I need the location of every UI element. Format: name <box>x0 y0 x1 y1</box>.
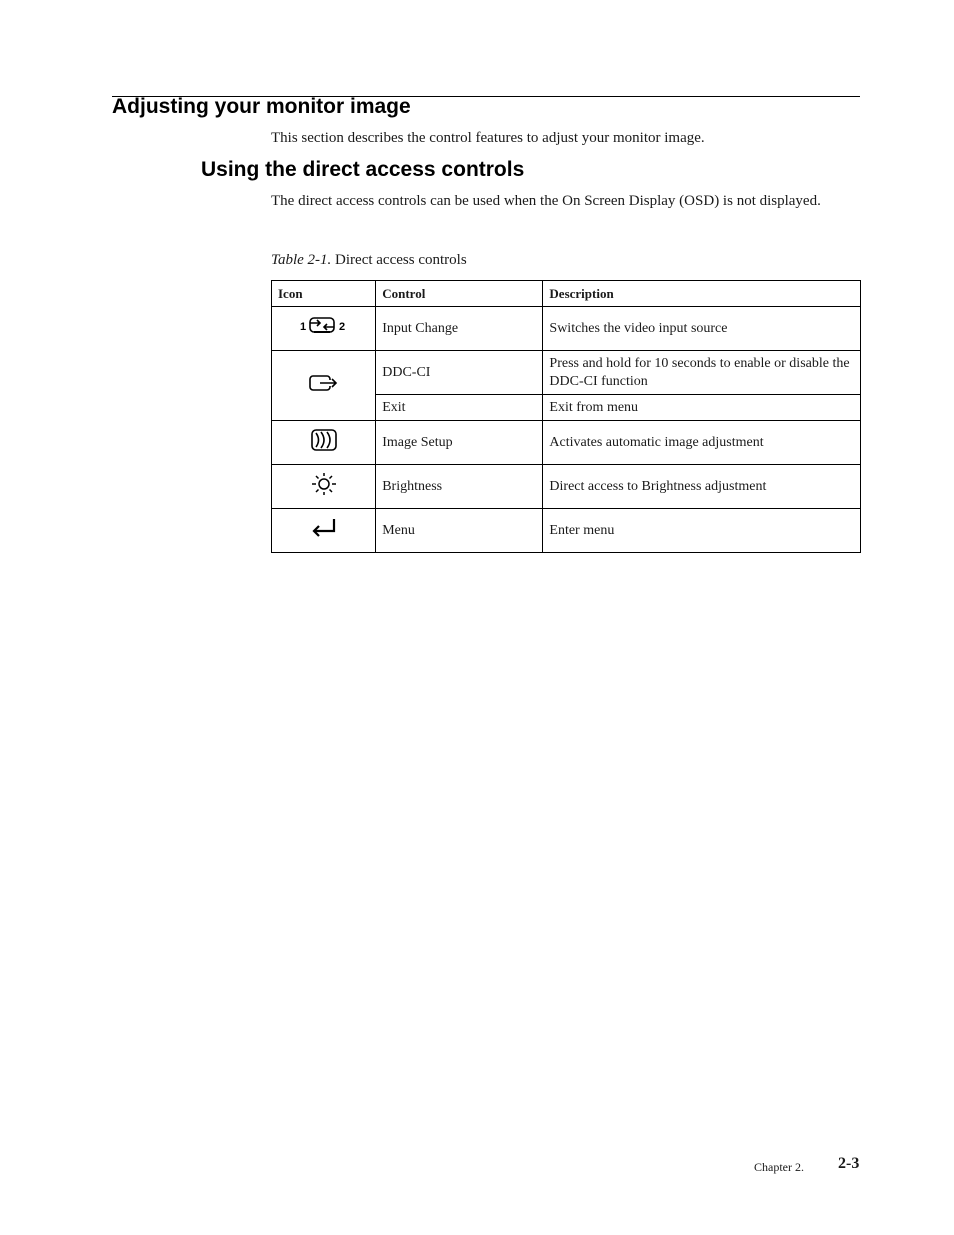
section-title: Adjusting your monitor image <box>112 95 411 118</box>
table-header-row <box>272 281 861 307</box>
section-intro: This section describes the control features to adjust your monitor image. <box>271 130 705 146</box>
icon-cell <box>272 307 376 351</box>
table-row <box>272 351 861 395</box>
page-number: 2-3 <box>838 1155 860 1172</box>
footer-chapter: Chapter 2. <box>754 1160 804 1174</box>
subsection-text: The direct access controls can be used when the On Screen Display (OSD) is not displayed. <box>271 193 821 209</box>
control-cell: Menu <box>376 509 543 553</box>
icon-cell <box>272 351 376 421</box>
subsection-title: Using the direct access controls <box>201 158 525 181</box>
description-cell: Activates automatic image adjustment <box>543 421 861 465</box>
table-row <box>272 307 861 351</box>
direct-access-table <box>271 280 861 553</box>
control-cell: DDC-CI <box>376 351 543 395</box>
icon-cell <box>272 421 376 465</box>
table-caption <box>271 251 467 269</box>
header-icon: Icon <box>272 281 376 307</box>
header-control: Control <box>376 281 543 307</box>
description-cell: Switches the video input source <box>543 307 861 351</box>
description-cell: Direct access to Brightness adjustment <box>543 465 861 509</box>
header-description: Description <box>543 281 861 307</box>
table-row <box>272 421 861 465</box>
input-change-icon <box>298 315 350 337</box>
image-setup-icon <box>309 428 339 452</box>
input-change-label-right: 2 <box>338 321 345 333</box>
exit-icon <box>307 372 341 394</box>
control-cell: Image Setup <box>376 421 543 465</box>
table-row <box>272 465 861 509</box>
control-cell: Input Change <box>376 307 543 351</box>
caption-text: Direct access controls <box>331 252 467 268</box>
icon-cell <box>272 465 376 509</box>
description-cell: Exit from menu <box>543 395 861 421</box>
control-cell: Exit <box>376 395 543 421</box>
brightness-icon <box>309 471 339 497</box>
description-cell: Enter menu <box>543 509 861 553</box>
description-cell: Press and hold for 10 seconds to enable or disable the DDC-CI function <box>543 351 861 395</box>
input-change-label-left: 1 <box>299 321 306 333</box>
caption-label: Table 2-1. <box>271 252 332 268</box>
control-cell: Brightness <box>376 465 543 509</box>
enter-icon <box>309 516 339 540</box>
table-row <box>272 509 861 553</box>
icon-cell <box>272 509 376 553</box>
